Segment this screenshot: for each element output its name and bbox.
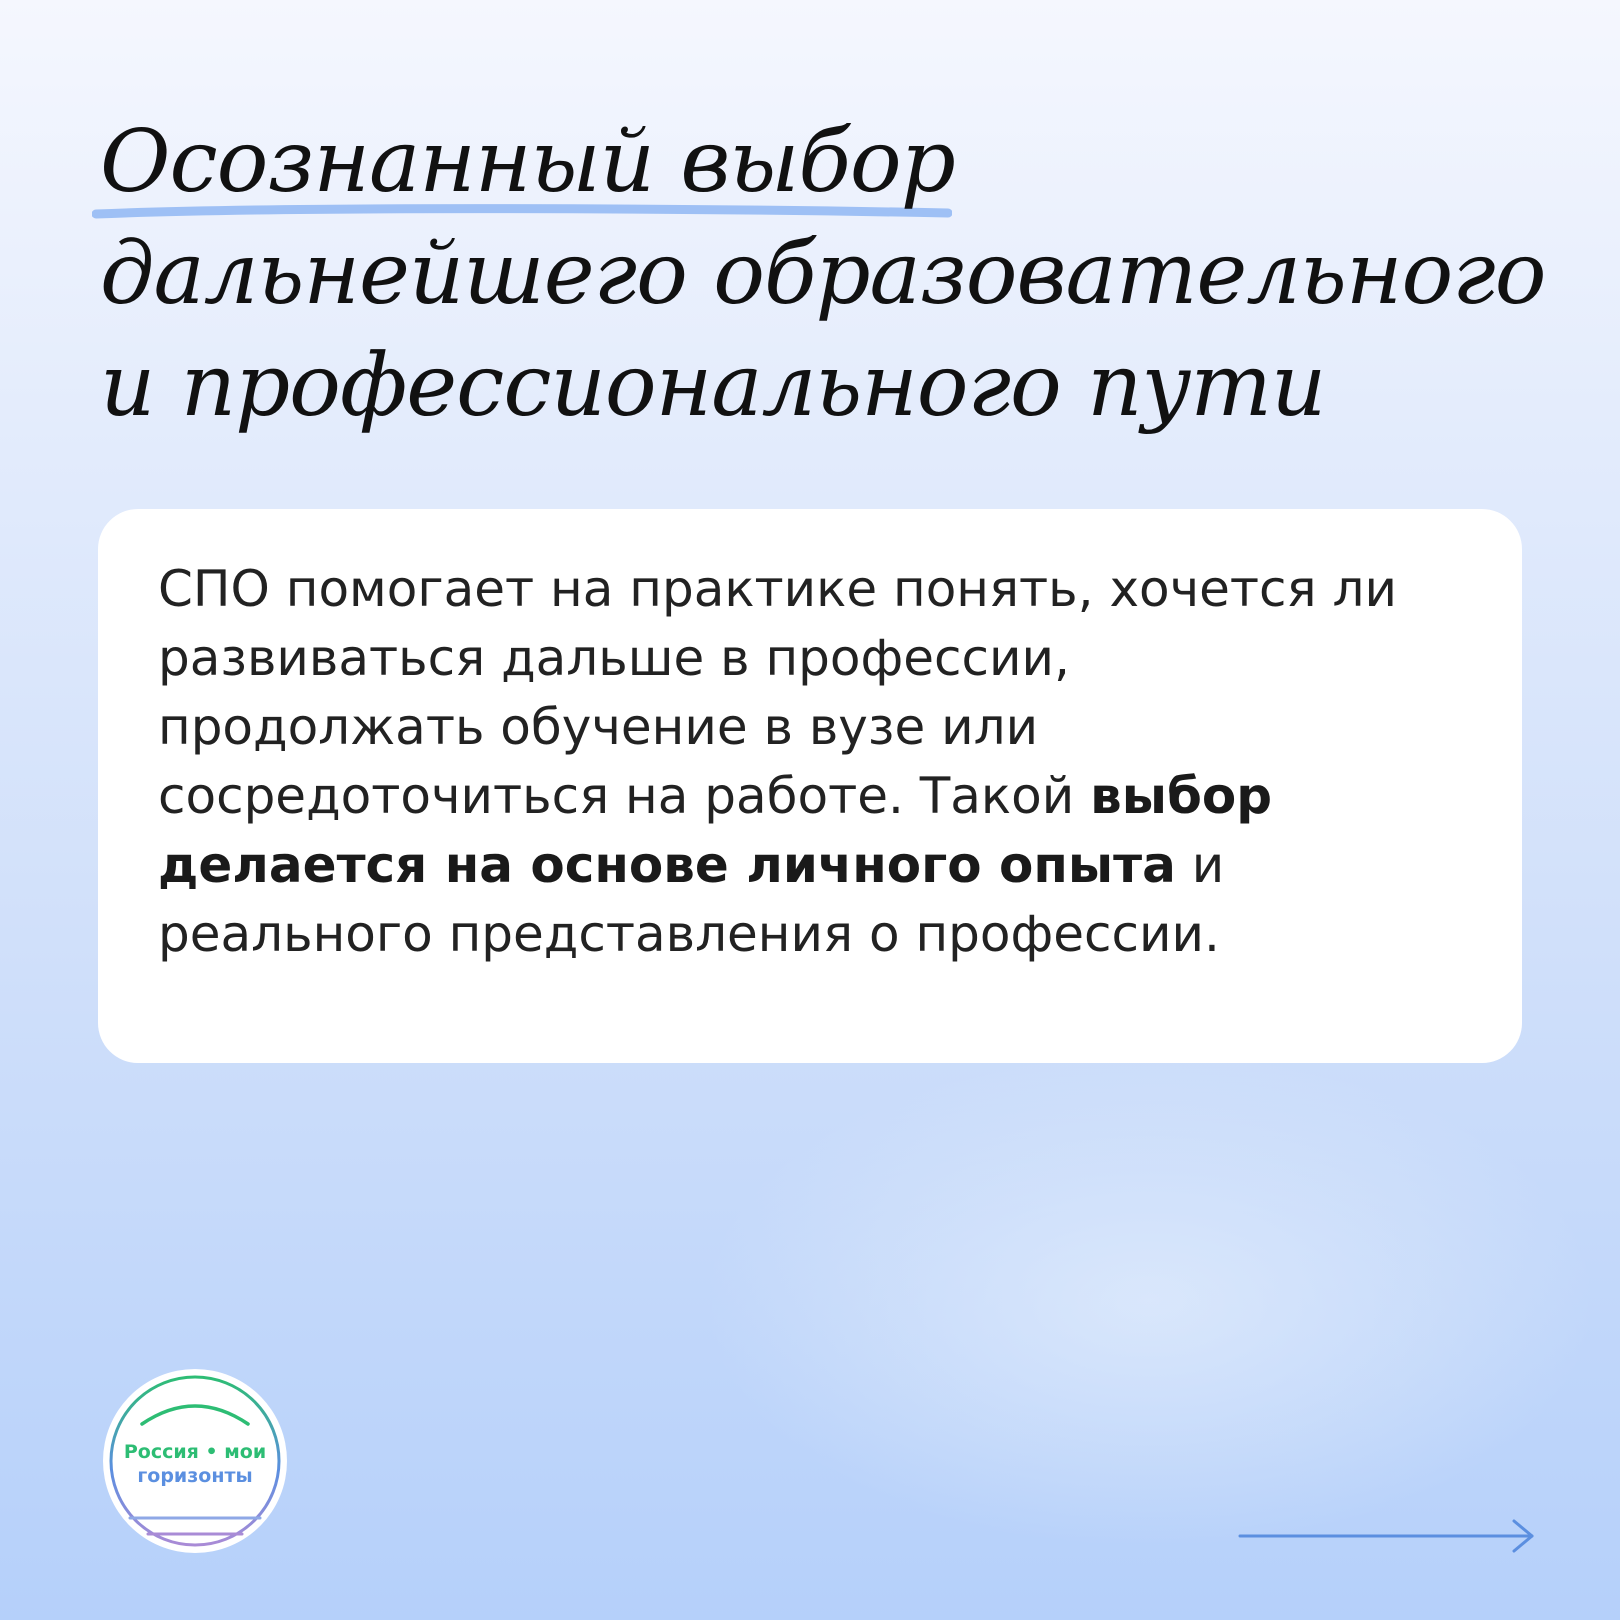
card-line-6: реального представления о профессии. <box>158 905 1220 963</box>
card-line-5-text: и <box>1175 836 1225 894</box>
title-line-2: дальнейшего образовательного <box>100 224 1546 324</box>
card-line-4 <box>158 762 1478 831</box>
card-line-1: СПО помогает на практике понять, хочется ли <box>158 560 1397 618</box>
card-line-5 <box>158 831 1478 900</box>
card-line-3: продолжать обучение в вузе или <box>158 698 1039 756</box>
card-line-4-bold: выбор <box>1090 767 1273 825</box>
title-line-3: и профессионального пути <box>100 336 1326 436</box>
background-glow <box>700 1050 1600 1550</box>
title-line-1: Осознанный выбор <box>100 112 955 212</box>
card-line-5-bold: делается на основе личного опыта <box>158 836 1176 894</box>
page-title <box>100 106 1560 442</box>
logo-text-line-2: горизонты <box>137 1465 253 1487</box>
info-card <box>98 509 1522 1063</box>
russia-my-horizons-logo <box>100 1366 290 1556</box>
card-line-4-text: сосредоточиться на работе. Такой <box>158 767 1091 825</box>
card-line-2: развиваться дальше в профессии, <box>158 629 1070 687</box>
card-text <box>158 555 1478 969</box>
logo-text-line-1: Россия • мои <box>123 1441 267 1463</box>
arrow-right-icon[interactable] <box>1238 1518 1538 1554</box>
